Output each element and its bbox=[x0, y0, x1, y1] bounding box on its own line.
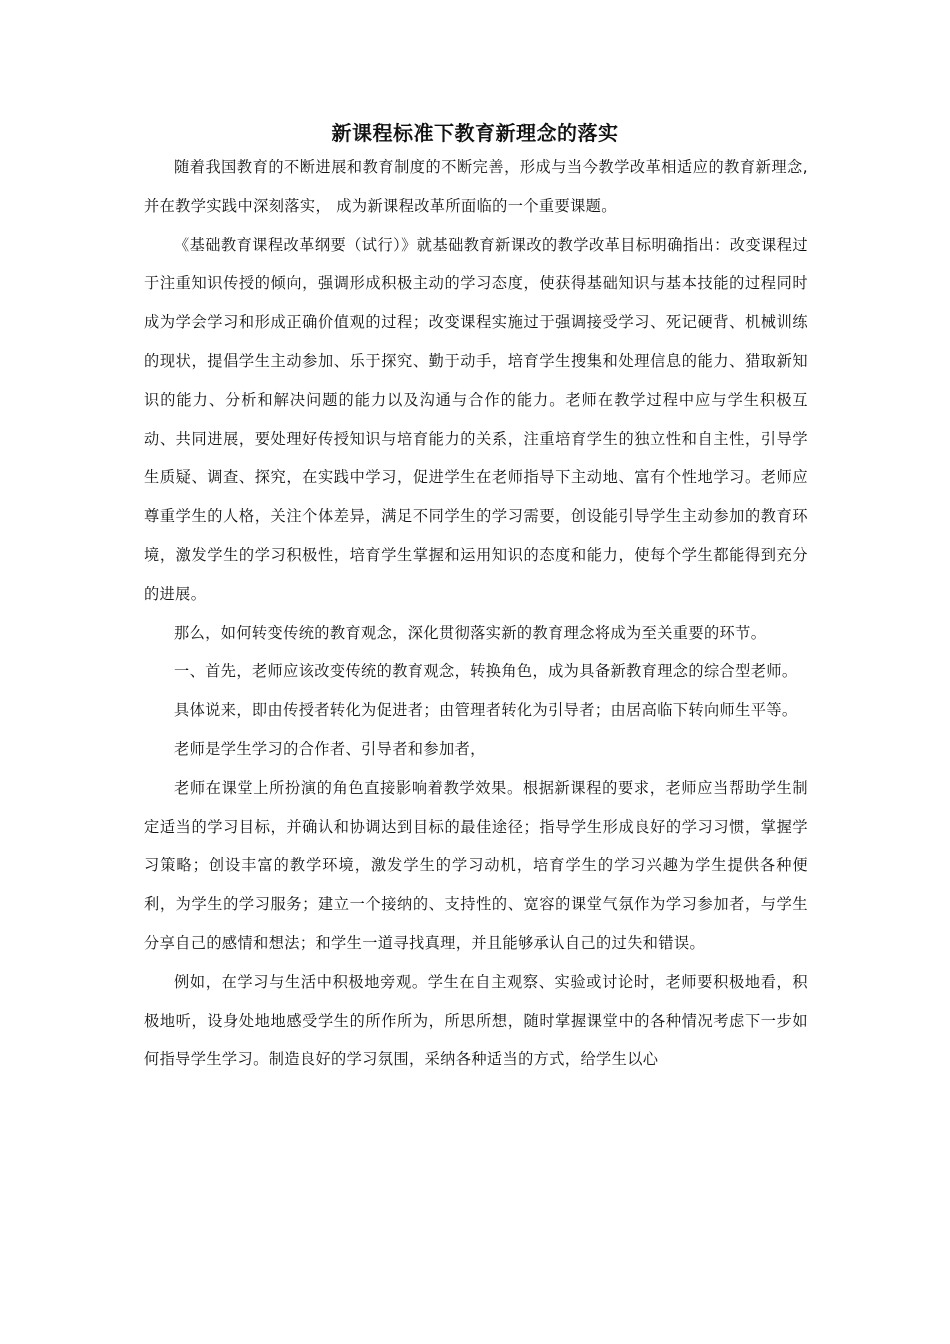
paragraph-role-change: 具体说来，即由传授者转化为促进者；由管理者转化为引导者；由居高临下转向师生平等。 bbox=[174, 701, 798, 720]
paragraph-transition: 那么，如何转变传统的教育观念，深化贯彻落实新的教育理念将成为至关重要的环节。 bbox=[174, 623, 767, 642]
paragraph-curriculum-outline: 《基础教育课程改革纲要（试行）》就基础教育新课改的教学改革目标明确指出：改变课程过于注重知识传授的倾向，强调形成积极主动的学习态度，使获得基础知识与基本技能的过程同时成为学会学习和形成正确价值观的过程；改变课程实施过于强调接受学习、死记硬背、机械训练的现状，提倡学生主动参加、乐于探究、勤于动手，培育学生搜集和处理信息的能力、猎取新知识的能力、分析和解决问题的能力以及沟通与合作的能力。老师在教学过程中应与学生积极互动、共同进展，要处理好传授知识与培育能力的关系，注重培育学生的独立性和自主性，引导学生质疑、调查、探究，在实践中学习，促进学生在老师指导下主动地、富有个性地学习。老师应尊重学生的人格，关注个体差异，满足不同学生的学习需要，创设能引导学生主动参加的教育环境，激发学生的学习积极性，培育学生掌握和运用知识的态度和能力，使每个学生都能得到充分的进展。 bbox=[144, 235, 808, 603]
paragraph-section-one: 一、首先，老师应该改变传统的教育观念，转换角色，成为具备新教育理念的综合型老师。 bbox=[174, 662, 798, 681]
paragraph-example: 例如，在学习与生活中积极地旁观。学生在自主观察、实验或讨论时，老师要积极地看，积极地听，设身处地地感受学生的所作所为，所思所想，随时掌握课堂中的各种情况考虑下一步如何指导学生学习。制造良好的学习氛围，采纳各种适当的方式，给学生以心 bbox=[144, 972, 808, 1069]
paragraph-intro: 随着我国教育的不断进展和教育制度的不断完善，形成与当今教学改革相适应的教育新理念,并在教学实践中深刻落实， 成为新课程改革所面临的一个重要课题。 bbox=[144, 158, 808, 215]
document-title: 新课程标准下教育新理念的落实 bbox=[331, 121, 619, 145]
paragraph-teacher-roles: 老师是学生学习的合作者、引导者和参加者， bbox=[174, 739, 486, 758]
paragraph-classroom-role: 老师在课堂上所扮演的角色直接影响着教学效果。根据新课程的要求，老师应当帮助学生制定适当的学习目标，并确认和协调达到目标的最佳途径；指导学生形成良好的学习习惯，掌握学习策略；创设丰富的教学环境，激发学生的学习动机，培育学生的学习兴趣为学生提供各种便利，为学生的学习服务；建立一个接纳的、支持性的、宽容的课堂气氛作为学习参加者，与学生分享自己的感情和想法；和学生一道寻找真理，并且能够承认自己的过失和错误。 bbox=[144, 778, 808, 952]
document-body bbox=[144, 148, 808, 1079]
